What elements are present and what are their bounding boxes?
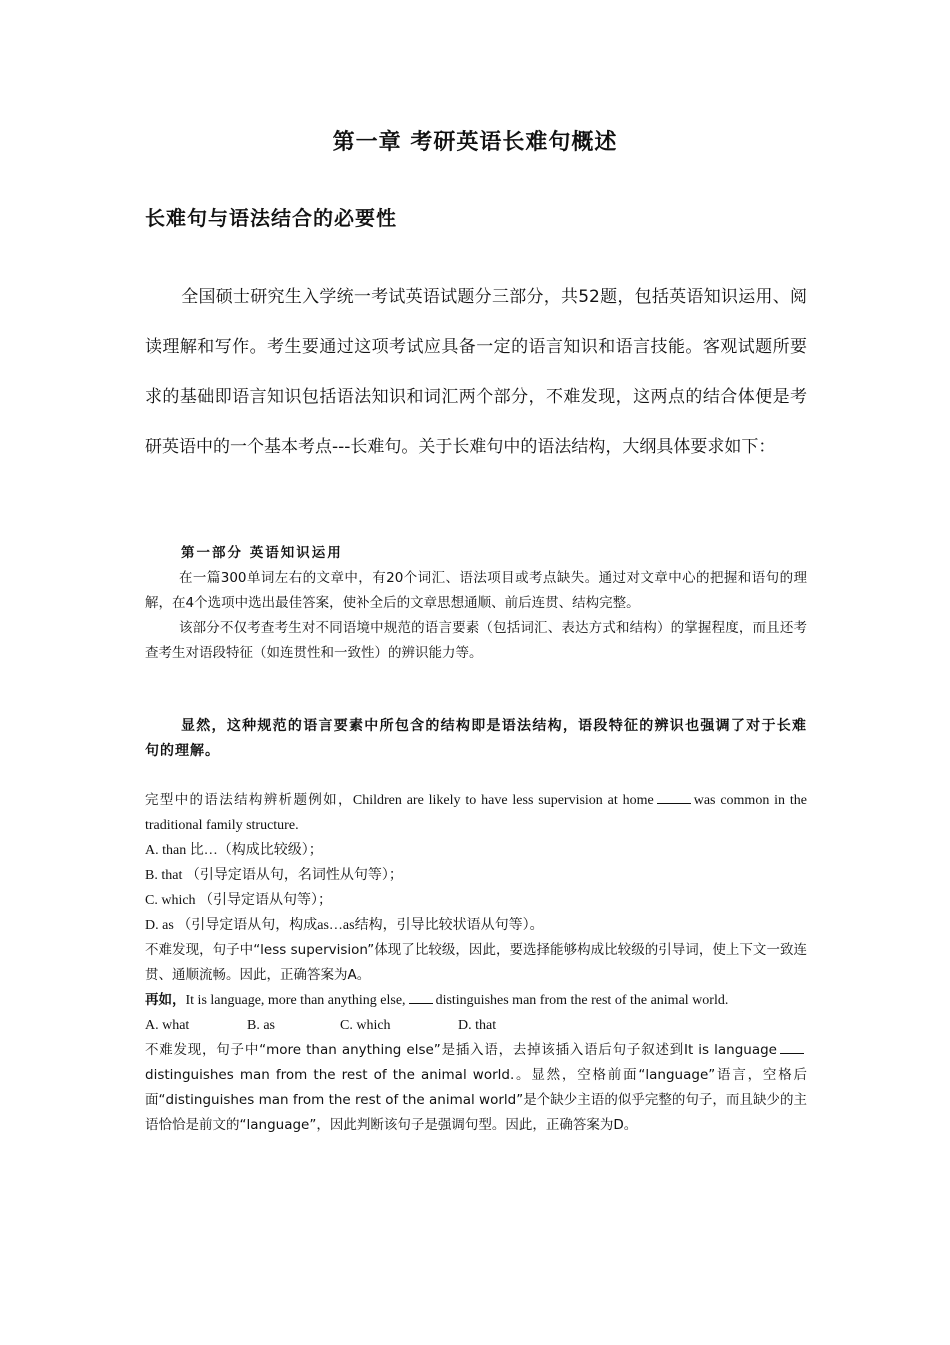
example1-option-b: B. that （引导定语从句，名词性从句等）； [145,868,403,883]
example2-sentence-a: It is language, more than anything else, [185,993,406,1008]
part-heading: 第一部分 英语知识运用 [181,545,343,561]
example2-option-c: C. which [340,1018,391,1033]
example2-question [145,988,807,1013]
example2-analysis [145,1038,807,1138]
example2-option-d: D. that [458,1018,497,1033]
example2-sentence-b: distinguishes man from the rest of the animal world. [435,993,729,1008]
example1-question [145,788,807,838]
example2-label: 再如， [145,992,186,1008]
example1-intro: 完型中的语法结构辨析题例如， [145,792,353,808]
example2-option-a: A. what [145,1018,190,1033]
examples-block [145,788,807,1138]
example1-blank [657,789,691,804]
emphasis-paragraph: 显然，这种规范的语言要素中所包含的结构即是语法结构，语段特征的辨识也强调了对于长难句的理解。 [145,718,807,759]
example1-option-d: D. as （引导定语从句，构成as…as结构，引导比较状语从句等）。 [145,918,544,933]
example1-option-a: A. than 比…（构成比较级）； [145,843,323,858]
example1-sentence-a: Children are likely to have less supervision at home [352,793,654,808]
example1-analysis: 不难发现，句子中“less supervision”体现了比较级，因此，要选择能够构成比较级的引导词，使上下文一致连贯、通顺流畅。因此，正确答案为A。 [145,942,807,983]
part-paragraph-1: 在一篇300单词左右的文章中，有20个词汇、语法项目或考点缺失。通过对文章中心的把握和语句的理解，在4个选项中选出最佳答案，使补全后的文章思想通顺、前后连贯、结构完整。 [145,570,807,611]
example1-sentence-b: was common in the traditional family structure. [145,793,808,833]
part-description [145,541,807,666]
example2-analysis-a: 不难发现，句子中“more than anything else”是插入语，去掉该插入语后句子叙述到It is language [145,1042,777,1058]
example2-option-b: B. as [247,1018,275,1033]
section-title: 长难句与语法结合的必要性 [145,206,397,230]
part-paragraph-2: 该部分不仅考查考生对不同语境中规范的语言要素（包括词汇、表达方式和结构）的掌握程度，而且还考查考生对语段特征（如连贯性和一致性）的辨识能力等。 [145,620,807,661]
example2-blank [409,989,433,1004]
chapter-title: 第一章 考研英语长难句概述 [332,130,618,155]
example2-analysis-blank [780,1039,804,1054]
example2-analysis-b: distinguishes man from the rest of the animal world.。显然，空格前面“language”语言，空格后面“distinguishes man from the rest of the animal world”是个缺少主语的似乎完整的句子，而且缺少的主语恰恰是前文的“language”，因此判断该句子是强调句型。因此，正确答案为D。 [145,1067,807,1133]
example2-options [145,1013,807,1038]
intro-text: 全国硕士研究生入学统一考试英语试题分三部分，共52题，包括英语知识运用、阅读理解和写作。考生要通过这项考试应具备一定的语言知识和语言技能。客观试题所要求的基础即语言知识包括语法知识和词汇两个部分，不难发现，这两点的结合体便是考研英语中的一个基本考点---长难句。关于长难句中的语法结构，大纲具体要求如下： [145,287,807,457]
example1-option-c: C. which （引导定语从句等）； [145,893,333,908]
intro-paragraph [145,272,807,472]
